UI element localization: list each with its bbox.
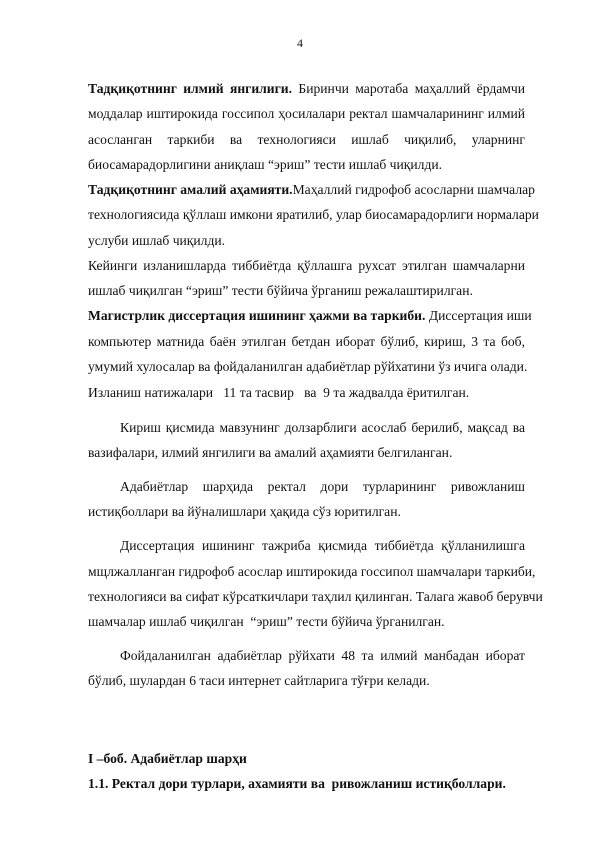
structure-line-2: компьютер матнида баён этилган бетдан иборат бўлиб, кириш, 3 та боб, <box>88 334 525 349</box>
experiment-line-3: технологияси ва сифат кўрсаткичлари таҳлил қилинган. Талага жавоб берувчи <box>88 589 543 604</box>
experiment-line-1: Диссертация ишининг тажриба қисмида тиббиётда қўлланилишга <box>120 538 525 553</box>
refs-line-1: Фойдаланилган адабиётлар рўйхати 48 та илмий манбадан иборат <box>120 648 525 663</box>
review-line-1: Адабиётлар шарҳида ректал дори турларининг ривожланиш <box>120 479 525 494</box>
practical-line-2: технологиясида қўллаш имкони яратилиб, улар биосамарадорлиги нормалари <box>88 207 539 222</box>
section-title: 1.1. Ректал дори турлари, ахамияти ва ривожланиш истиқболлари. <box>88 776 506 791</box>
structure-line-3: умумий хулосалар ва фойдаланилган адабиётлар рўйхатини ўз ичига олади. <box>88 359 528 374</box>
practical-text: Маҳаллий гидрофоб асосларни шамчалар <box>292 182 535 197</box>
novelty-line-4: биосамарадорлигини аниқлаш “эриш” тести ишлаб чиқилди. <box>88 157 443 172</box>
structure-heading: Магистрлик диссертация ишининг ҳажми ва таркиби. <box>88 308 426 323</box>
practical-line-4: Кейинги изланишларда тиббиётда қўллашга рухсат этилган шамчаларни <box>88 258 525 273</box>
review-line-2: истиқболлари ва йўналишлари ҳақида сўз юритилган. <box>88 504 401 519</box>
novelty-line-1 <box>88 80 525 98</box>
structure-line-4: Изланиш натижалари 11 та тасвир ва 9 та жадвалда ёритилган. <box>88 385 470 400</box>
practical-line-5: ишлаб чиқилган “эриш” тести бўйича ўрганиш режалаштирилган. <box>88 283 473 298</box>
intro-line-1: Кириш қисмида мавзунинг долзарблиги асослаб берилиб, мақсад ва <box>120 420 525 435</box>
novelty-line-3: асосланган таркиби ва технологияси ишлаб чиқилиб, уларнинг <box>88 132 525 147</box>
structure-line-1 <box>88 307 532 325</box>
novelty-text: Биринчи маротаба маҳаллий ёрдамчи <box>292 81 525 96</box>
experiment-line-4: шамчалар ишлаб чиқилган “эриш” тести бўйича ўрганилган. <box>88 614 445 629</box>
refs-line-2: бўлиб, шулардан 6 таси интернет сайтларига тўғри келади. <box>88 673 430 688</box>
experiment-line-2: мщлжалланган гидрофоб асослар иштирокида госсипол шамчалари таркиби, <box>88 564 536 579</box>
practical-heading: Тадқиқотнинг амалий аҳамияти. <box>88 182 293 197</box>
practical-line-1 <box>88 181 535 199</box>
structure-text: Диссертация иши <box>425 308 532 323</box>
intro-line-2: вазифалари, илмий янгилиги ва амалий аҳамияти белгиланган. <box>88 445 453 460</box>
page-number: 4 <box>297 36 303 50</box>
chapter-title: I –боб. Адабиётлар шарҳи <box>88 751 247 766</box>
practical-line-3: услуби ишлаб чиқилди. <box>88 233 226 248</box>
novelty-heading: Тадқиқотнинг илмий янгилиги. <box>88 81 293 96</box>
novelty-line-2: моддалар иштирокида госсипол ҳосилалари ректал шамчаларининг илмий <box>88 106 525 121</box>
